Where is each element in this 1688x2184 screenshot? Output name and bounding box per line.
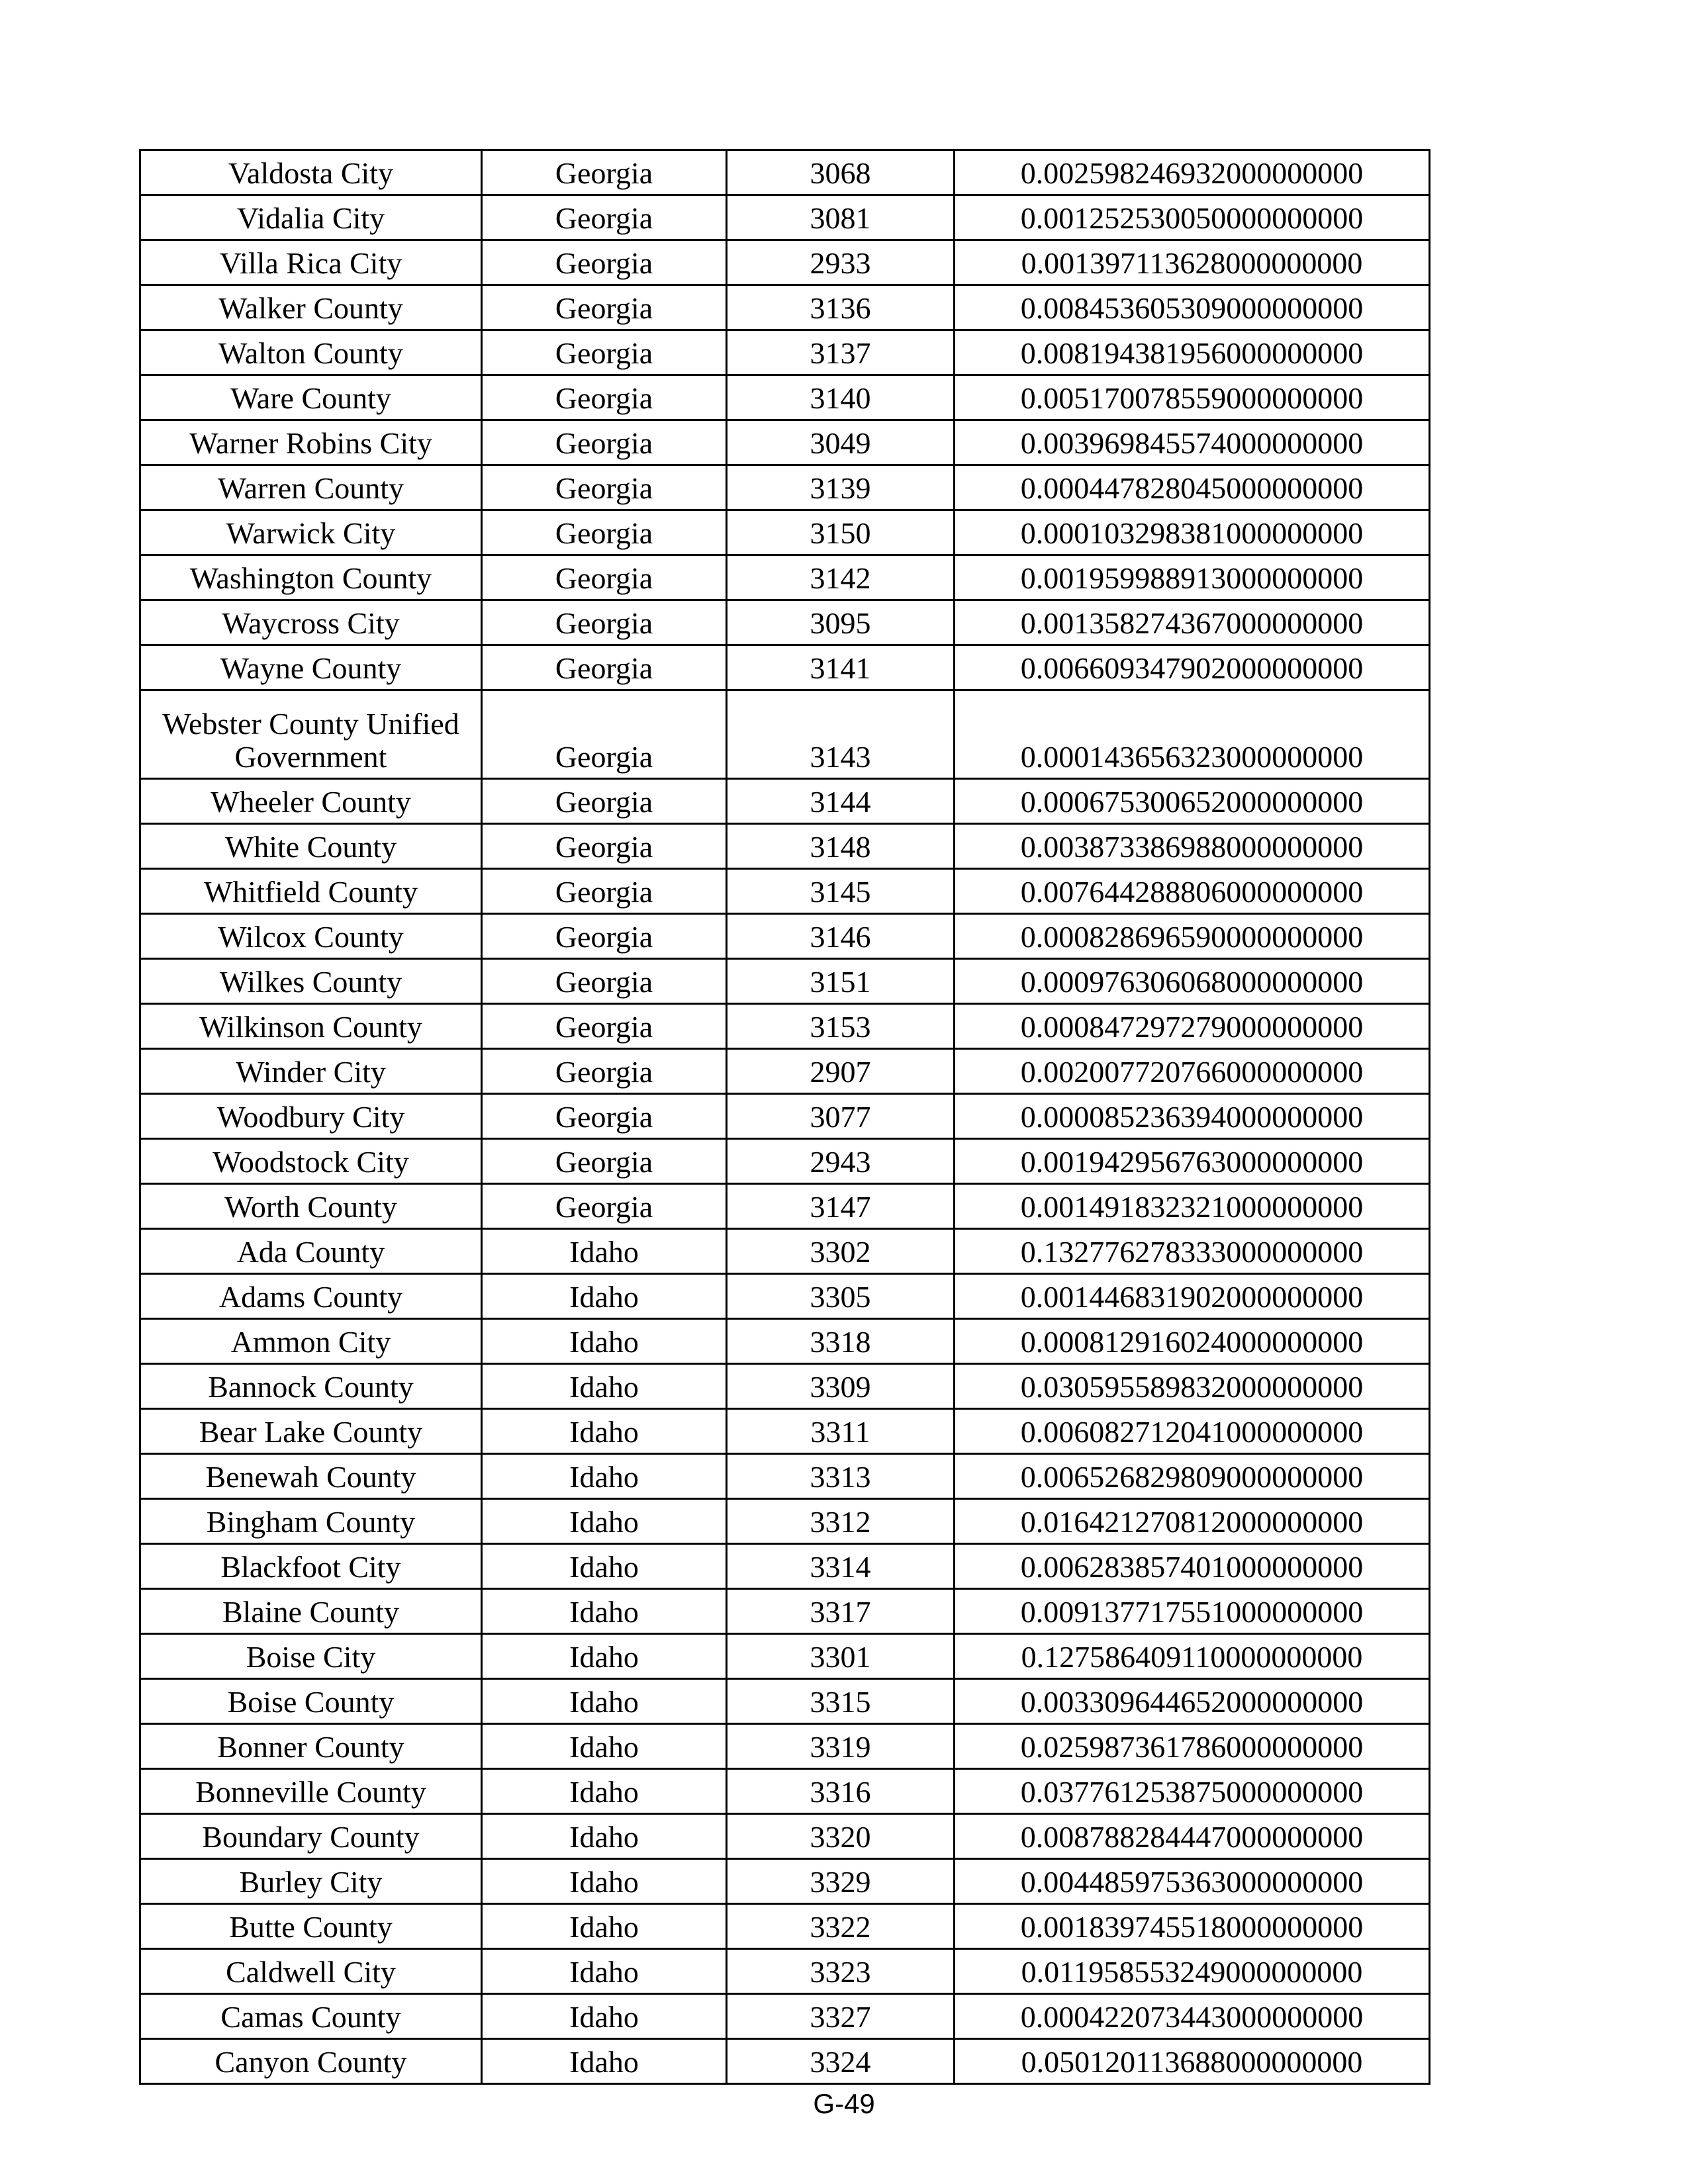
table-row [140,1769,1430,1814]
state-cell: Georgia [482,914,727,959]
state-cell: Idaho [482,1814,727,1859]
percentage-cell: 0.001446831902000000000 [955,1274,1430,1319]
id-cell: 2933 [727,240,955,285]
id-cell: 3141 [727,645,955,690]
percentage-cell: 0.007644288806000000000 [955,869,1430,914]
table-row [140,1544,1430,1589]
state-cell: Georgia [482,600,727,645]
percentage-cell: 0.127586409110000000000 [955,1634,1430,1679]
state-cell: Idaho [482,1634,727,1679]
id-cell: 3137 [727,330,955,375]
jurisdiction-cell: Ware County [140,375,482,420]
table-row [140,600,1430,645]
jurisdiction-cell: Walker County [140,285,482,330]
state-cell: Georgia [482,1049,727,1094]
state-cell: Georgia [482,690,727,779]
percentage-cell: 0.001252530050000000000 [955,195,1430,240]
state-cell: Idaho [482,1859,727,1904]
jurisdiction-cell: Valdosta City [140,150,482,195]
state-cell: Idaho [482,1769,727,1814]
jurisdiction-cell: Bannock County [140,1364,482,1409]
jurisdiction-cell: Woodbury City [140,1094,482,1139]
state-cell: Georgia [482,824,727,869]
table-body [140,150,1430,2084]
jurisdiction-cell: Caldwell City [140,1949,482,1994]
id-cell: 3301 [727,1634,955,1679]
percentage-cell: 0.000828696590000000000 [955,914,1430,959]
jurisdiction-cell: Winder City [140,1049,482,1094]
table-row [140,1634,1430,1679]
jurisdiction-cell: Wilcox County [140,914,482,959]
table-row [140,1949,1430,1994]
id-cell: 3329 [727,1859,955,1904]
state-cell: Idaho [482,1409,727,1454]
id-cell: 3142 [727,555,955,600]
table-row [140,1184,1430,1229]
jurisdiction-cell: Boundary County [140,1814,482,1859]
id-cell: 3319 [727,1724,955,1769]
percentage-cell: 0.000143656323000000000 [955,690,1430,779]
table-row [140,420,1430,465]
jurisdiction-cell: Worth County [140,1184,482,1229]
jurisdiction-cell: Boise City [140,1634,482,1679]
jurisdiction-cell: Whitfield County [140,869,482,914]
percentage-cell: 0.000847297279000000000 [955,1004,1430,1049]
percentage-cell: 0.006609347902000000000 [955,645,1430,690]
percentage-cell: 0.001959988913000000000 [955,555,1430,600]
id-cell: 2943 [727,1139,955,1184]
table-row [140,1814,1430,1859]
state-cell: Georgia [482,420,727,465]
percentage-cell: 0.025987361786000000000 [955,1724,1430,1769]
state-cell: Georgia [482,1094,727,1139]
jurisdiction-cell: Warwick City [140,510,482,555]
percentage-cell: 0.000976306068000000000 [955,959,1430,1004]
percentage-cell: 0.008453605309000000000 [955,285,1430,330]
percentage-cell: 0.006082712041000000000 [955,1409,1430,1454]
table-row [140,330,1430,375]
table-row [140,824,1430,869]
jurisdiction-cell: Wayne County [140,645,482,690]
jurisdiction-cell: Washington County [140,555,482,600]
id-cell: 3145 [727,869,955,914]
id-cell: 3317 [727,1589,955,1634]
id-cell: 2907 [727,1049,955,1094]
state-cell: Georgia [482,330,727,375]
jurisdiction-cell: Woodstock City [140,1139,482,1184]
id-cell: 3313 [727,1454,955,1499]
percentage-cell: 0.000422073443000000000 [955,1994,1430,2039]
table-row [140,150,1430,195]
table-row [140,555,1430,600]
jurisdiction-cell: Canyon County [140,2039,482,2084]
jurisdiction-cell: Bonneville County [140,1769,482,1814]
table-row [140,1004,1430,1049]
state-cell: Idaho [482,1364,727,1409]
page-number: G-49 [813,2088,875,2119]
percentage-cell: 0.011958553249000000000 [955,1949,1430,1994]
state-cell: Georgia [482,465,727,510]
percentage-cell: 0.001358274367000000000 [955,600,1430,645]
table-row [140,2039,1430,2084]
id-cell: 3302 [727,1229,955,1274]
id-cell: 3320 [727,1814,955,1859]
state-cell: Idaho [482,1319,727,1364]
id-cell: 3049 [727,420,955,465]
percentage-cell: 0.001839745518000000000 [955,1904,1430,1949]
id-cell: 3311 [727,1409,955,1454]
table-row [140,1364,1430,1409]
jurisdiction-cell: Wheeler County [140,779,482,824]
allocation-table [139,149,1430,2085]
id-cell: 3314 [727,1544,955,1589]
jurisdiction-cell: Boise County [140,1679,482,1724]
id-cell: 3081 [727,195,955,240]
table-row [140,1679,1430,1724]
id-cell: 3146 [727,914,955,959]
state-cell: Georgia [482,1004,727,1049]
percentage-cell: 0.001491832321000000000 [955,1184,1430,1229]
jurisdiction-cell: Wilkinson County [140,1004,482,1049]
state-cell: Idaho [482,1229,727,1274]
state-cell: Georgia [482,869,727,914]
state-cell: Idaho [482,1679,727,1724]
jurisdiction-cell: Butte County [140,1904,482,1949]
jurisdiction-cell: Blackfoot City [140,1544,482,1589]
table-row [140,1229,1430,1274]
percentage-cell: 0.006526829809000000000 [955,1454,1430,1499]
jurisdiction-cell: Wilkes County [140,959,482,1004]
percentage-cell: 0.003969845574000000000 [955,420,1430,465]
percentage-cell: 0.008194381956000000000 [955,330,1430,375]
percentage-cell: 0.002598246932000000000 [955,150,1430,195]
jurisdiction-cell: Ammon City [140,1319,482,1364]
id-cell: 3312 [727,1499,955,1544]
percentage-cell: 0.003309644652000000000 [955,1679,1430,1724]
state-cell: Idaho [482,2039,727,2084]
percentage-cell: 0.005170078559000000000 [955,375,1430,420]
percentage-cell: 0.000085236394000000000 [955,1094,1430,1139]
percentage-cell: 0.037761253875000000000 [955,1769,1430,1814]
jurisdiction-cell: Burley City [140,1859,482,1904]
id-cell: 3327 [727,1994,955,2039]
jurisdiction-cell: Warren County [140,465,482,510]
table-row [140,1859,1430,1904]
state-cell: Idaho [482,1544,727,1589]
table-row [140,779,1430,824]
state-cell: Idaho [482,1904,727,1949]
table-row [140,1589,1430,1634]
id-cell: 3153 [727,1004,955,1049]
table-row [140,1049,1430,1094]
id-cell: 3150 [727,510,955,555]
state-cell: Georgia [482,285,727,330]
id-cell: 3077 [727,1094,955,1139]
table-row [140,1139,1430,1184]
id-cell: 3140 [727,375,955,420]
jurisdiction-cell: Webster County Unified Government [140,690,482,779]
table-row [140,510,1430,555]
jurisdiction-cell: Vidalia City [140,195,482,240]
state-cell: Georgia [482,150,727,195]
state-cell: Georgia [482,195,727,240]
percentage-cell: 0.000103298381000000000 [955,510,1430,555]
state-cell: Idaho [482,1994,727,2039]
state-cell: Georgia [482,1139,727,1184]
jurisdiction-cell: Bear Lake County [140,1409,482,1454]
jurisdiction-cell: Blaine County [140,1589,482,1634]
state-cell: Idaho [482,1499,727,1544]
table-row [140,1274,1430,1319]
id-cell: 3323 [727,1949,955,1994]
id-cell: 3136 [727,285,955,330]
id-cell: 3148 [727,824,955,869]
percentage-cell: 0.001397113628000000000 [955,240,1430,285]
id-cell: 3324 [727,2039,955,2084]
percentage-cell: 0.016421270812000000000 [955,1499,1430,1544]
jurisdiction-cell: Bingham County [140,1499,482,1544]
state-cell: Idaho [482,1589,727,1634]
table-row [140,465,1430,510]
percentage-cell: 0.006283857401000000000 [955,1544,1430,1589]
state-cell: Georgia [482,510,727,555]
table-row [140,1094,1430,1139]
jurisdiction-cell: Bonner County [140,1724,482,1769]
id-cell: 3322 [727,1904,955,1949]
table-row [140,869,1430,914]
id-cell: 3144 [727,779,955,824]
id-cell: 3139 [727,465,955,510]
id-cell: 3309 [727,1364,955,1409]
table-row [140,690,1430,779]
id-cell: 3305 [727,1274,955,1319]
state-cell: Georgia [482,645,727,690]
jurisdiction-cell: Walton County [140,330,482,375]
table-row [140,1724,1430,1769]
id-cell: 3143 [727,690,955,779]
state-cell: Idaho [482,1724,727,1769]
jurisdiction-cell: Camas County [140,1994,482,2039]
percentage-cell: 0.000812916024000000000 [955,1319,1430,1364]
percentage-cell: 0.000447828045000000000 [955,465,1430,510]
state-cell: Georgia [482,959,727,1004]
percentage-cell: 0.030595589832000000000 [955,1364,1430,1409]
percentage-cell: 0.050120113688000000000 [955,2039,1430,2084]
id-cell: 3318 [727,1319,955,1364]
jurisdiction-cell: Waycross City [140,600,482,645]
table-row [140,1319,1430,1364]
table-row [140,645,1430,690]
id-cell: 3147 [727,1184,955,1229]
state-cell: Georgia [482,240,727,285]
jurisdiction-cell: Adams County [140,1274,482,1319]
percentage-cell: 0.003873386988000000000 [955,824,1430,869]
table-row [140,914,1430,959]
jurisdiction-cell: Warner Robins City [140,420,482,465]
state-cell: Georgia [482,779,727,824]
percentage-cell: 0.009137717551000000000 [955,1589,1430,1634]
percentage-cell: 0.008788284447000000000 [955,1814,1430,1859]
state-cell: Georgia [482,1184,727,1229]
table-row [140,1904,1430,1949]
jurisdiction-cell: Villa Rica City [140,240,482,285]
id-cell: 3316 [727,1769,955,1814]
table-row [140,1409,1430,1454]
table-row [140,959,1430,1004]
jurisdiction-cell: Ada County [140,1229,482,1274]
state-cell: Idaho [482,1949,727,1994]
percentage-cell: 0.132776278333000000000 [955,1229,1430,1274]
percentage-cell: 0.002007720766000000000 [955,1049,1430,1094]
state-cell: Idaho [482,1454,727,1499]
table-row [140,195,1430,240]
jurisdiction-cell: White County [140,824,482,869]
id-cell: 3095 [727,600,955,645]
percentage-cell: 0.001942956763000000000 [955,1139,1430,1184]
table-row [140,1994,1430,2039]
id-cell: 3315 [727,1679,955,1724]
table-row [140,1499,1430,1544]
table-row [140,1454,1430,1499]
state-cell: Georgia [482,375,727,420]
percentage-cell: 0.004485975363000000000 [955,1859,1430,1904]
table-row [140,375,1430,420]
state-cell: Georgia [482,555,727,600]
percentage-cell: 0.000675300652000000000 [955,779,1430,824]
state-cell: Idaho [482,1274,727,1319]
id-cell: 3068 [727,150,955,195]
table-row [140,285,1430,330]
table-row [140,240,1430,285]
id-cell: 3151 [727,959,955,1004]
jurisdiction-cell: Benewah County [140,1454,482,1499]
